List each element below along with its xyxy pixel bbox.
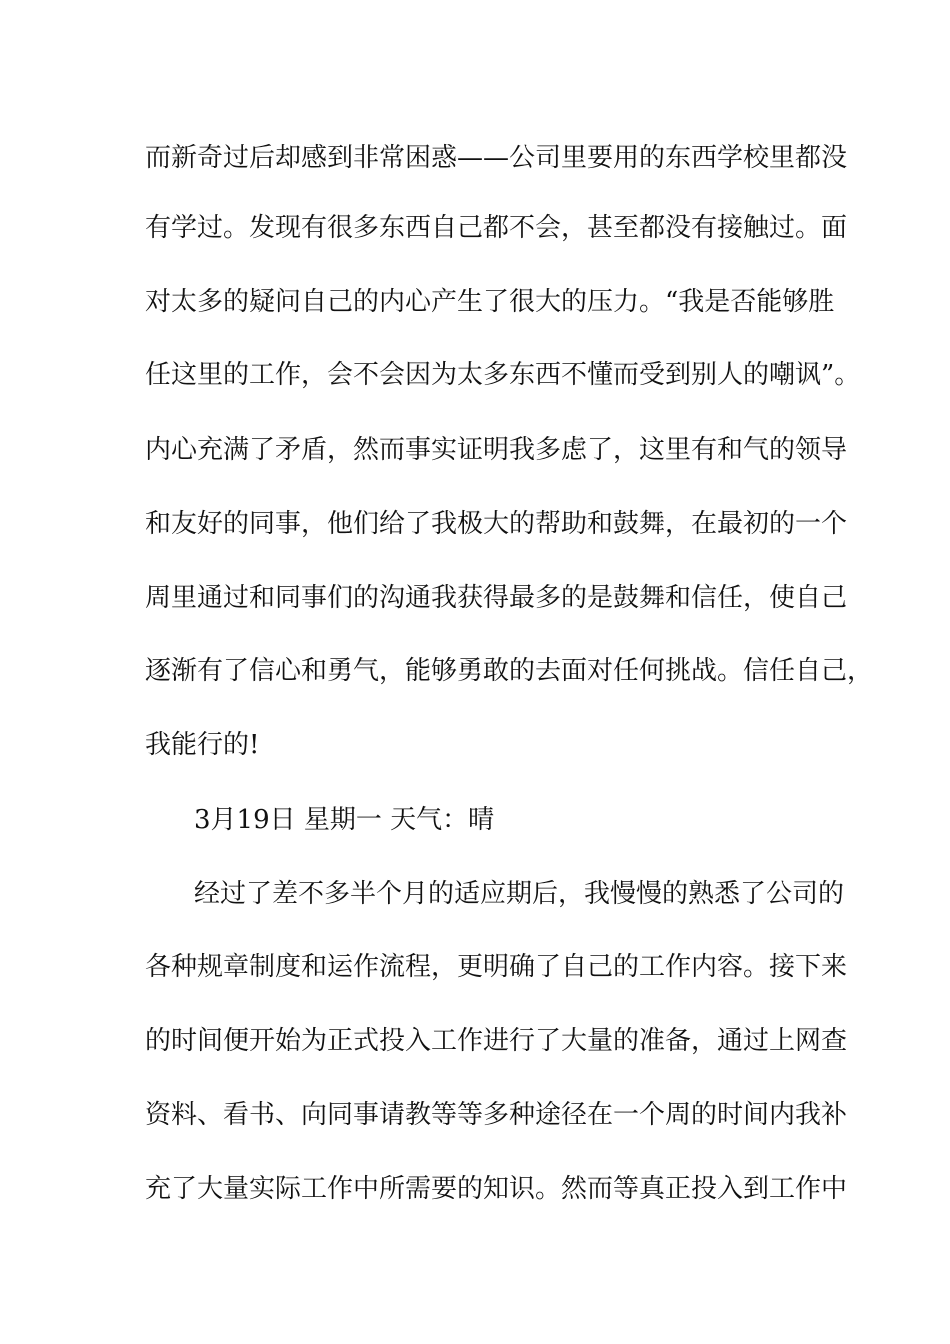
text-line: 逐渐有了信心和勇气，能够勇敢的去面对任何挑战。信任自己， bbox=[145, 656, 874, 686]
text-line: 任这里的工作，会不会因为太多东西不懂而受到别人的嘲讽”。 bbox=[145, 360, 861, 390]
text-line: 而新奇过后却感到非常困惑——公司里要用的东西学校里都没 bbox=[145, 143, 848, 173]
text-line: 各种规章制度和运作流程，更明确了自己的工作内容。接下来 bbox=[145, 952, 848, 982]
text-line: 对太多的疑问自己的内心产生了很大的压力。“我是否能够胜 bbox=[145, 287, 835, 317]
text-line: 资料、看书、向同事请教等等多种途径在一个周的时间内我补 bbox=[145, 1100, 848, 1130]
text-line: 有学过。发现有很多东西自己都不会，甚至都没有接触过。面 bbox=[145, 213, 848, 243]
text-line: 周里通过和同事们的沟通我获得最多的是鼓舞和信任，使自己 bbox=[145, 583, 848, 613]
text-line: 充了大量实际工作中所需要的知识。然而等真正投入到工作中 bbox=[145, 1174, 848, 1204]
diary-date-heading: 3月19日 星期一 天气：晴 bbox=[194, 805, 495, 835]
text-line: 内心充满了矛盾，然而事实证明我多虑了，这里有和气的领导 bbox=[145, 435, 848, 465]
text-line: 的时间便开始为正式投入工作进行了大量的准备，通过上网查 bbox=[145, 1026, 848, 1056]
text-line: 我能行的! bbox=[145, 730, 260, 760]
text-line: 和友好的同事，他们给了我极大的帮助和鼓舞，在最初的一个 bbox=[145, 509, 848, 539]
paragraph-first-line: 经过了差不多半个月的适应期后，我慢慢的熟悉了公司的 bbox=[194, 879, 845, 909]
